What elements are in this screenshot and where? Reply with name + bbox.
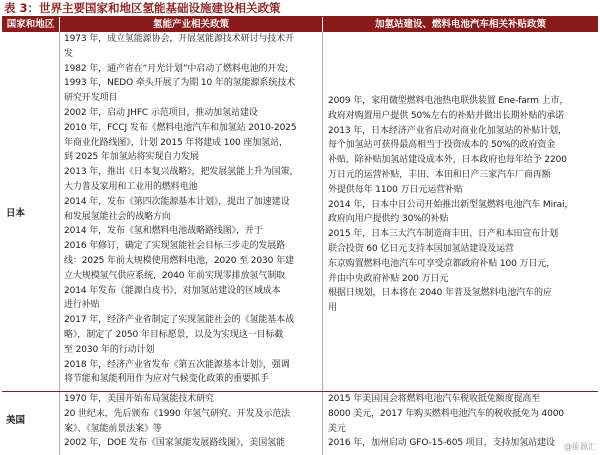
- table-title: 表 3：世界主要国家和地区氢能基础设施建设相关政策: [4, 1, 281, 15]
- text-line: 用: [328, 303, 337, 314]
- row-divider: [2, 391, 598, 392]
- text-line: 年商业化路线图》，计划 2015 年将建成 100 座加氢站，: [64, 137, 288, 148]
- text-line: 1993 年，NEDO 牵头开展了为期 10 年的氢能源系统技术: [64, 78, 296, 89]
- text-line: 2018 年，经济产业省发布《第五次能源基本计划》，强调: [64, 359, 290, 370]
- country-usa: 美国: [6, 415, 26, 426]
- country-japan: 日本: [6, 208, 26, 219]
- text-line: 研究开发项目: [64, 93, 118, 104]
- text-line: 2016 年，加州启动 GFO-15-605 项目，支持加氢站建设: [328, 438, 555, 449]
- header-country: 国家和地区: [2, 17, 59, 32]
- text-line: 8000 美元，2017 年购买燃料电池汽车的税收抵免为 4000: [328, 408, 564, 419]
- text-line: 和发展氢能社会的战略方向: [64, 211, 171, 222]
- watermark: @能源汇: [564, 442, 596, 451]
- text-line: 案》、《氢能前景法案》等: [64, 423, 162, 434]
- text-line: 东京购置燃料电池汽车可享受京都政府补贴 100 万日元，: [328, 258, 556, 269]
- text-line: 每个加氢站可获得最高相当于投资成本的 50%的政府资金: [328, 140, 556, 151]
- text-line: 万日元的运营补贴，丰田、本田和日产三家汽车厂商再额: [328, 170, 551, 180]
- text-line: 2014 年，发布《氢和燃料电池战略路线图》，并于: [64, 226, 263, 237]
- text-line: 20 世纪末，先后颁布《1990 年氢气研究、开发及示范法: [64, 408, 291, 419]
- header-subsidy-policy: 加氢站建设、燃料电池汽车相关补贴政策: [323, 17, 598, 32]
- text-line: 2009 年，家用微型燃料电池热电联供装置 Ene-farm 上市，: [328, 96, 569, 106]
- text-line: 2010 年，FCCJ 发布《燃料电池汽车和加氢站 2010-2025: [64, 122, 297, 133]
- text-line: 大力普及家用和工业用的燃料电池: [64, 182, 198, 192]
- text-line: 立大规模氢气供应系统，2040 年前实现零排放氢气制取: [64, 270, 286, 281]
- text-line: 1973 年，成立氢能源协会，开展氢能源技术研讨与技术开: [64, 34, 294, 44]
- text-line: 并由中央政府补贴 200 万日元: [328, 273, 449, 284]
- text-line: 美元: [328, 423, 346, 434]
- text-line: 2015 年，日本三大汽车制造商丰田、日产和本田宣布计划: [328, 229, 558, 240]
- text-line: 根据日规划，日本将在 2040 年普及氢燃料电池汽车的应: [328, 288, 552, 299]
- text-line: 联合投资 60 亿日元支持本国加氢站建设及运营: [328, 244, 514, 254]
- text-line: 政府对购置用户提供 50%左右的补贴并做出长期补贴的承诺: [328, 110, 565, 121]
- text-line: 2014 年发布《能源白皮书》，对加氢站建设的区域成本: [64, 285, 281, 296]
- text-line: 外提供每年 1100 万日元运营补贴: [328, 184, 463, 195]
- header-industry-policy: 氢能产业相关政策: [60, 17, 322, 32]
- text-line: 2014 年，日本中日公司开始推出新型氢燃料电池汽车 Mirai，: [328, 199, 574, 210]
- policy-table: [2, 16, 598, 455]
- text-line: 1970 年，美国开始布局氢能技术研究: [64, 394, 214, 404]
- text-line: 2013 年，推出《日本复兴战略》，把发展氢能上升为国策，: [64, 167, 299, 178]
- text-line: 至 2030 年的行动计划: [64, 344, 155, 355]
- text-line: 政府向用户提供约 30%的补贴: [328, 214, 449, 225]
- text-line: 补贴，除补贴加氢站建设成本外，日本政府也每年给予 2200: [328, 155, 567, 166]
- text-line: 2013 年，日本经济产业省启动对商业化加氢站的补贴计划，: [328, 125, 567, 136]
- text-line: 发: [64, 48, 73, 59]
- text-line: 将节能和氢能利用作为应对气候变化政策的重要抓手: [64, 374, 269, 385]
- text-line: 进行补贴: [64, 300, 100, 311]
- text-line: 2016 年修订，确定了实现氢能社会目标三步走的发展路: [64, 241, 286, 252]
- text-line: 略》，制定了 2050 年目标愿景，以及为实现这一目标截: [64, 330, 284, 340]
- text-line: 2014 年，发布《第四次能源基本计划》，提出了加速建设: [64, 196, 290, 207]
- text-line: 到 2025 年加氢站将实现自力发展: [64, 152, 199, 163]
- text-line: 线：2025 年前大规模使用燃料电池，2020 至 2030 年建: [64, 256, 294, 266]
- text-line: 2015 年美国国会将燃料电池汽车税收抵免额度提高至: [328, 394, 541, 404]
- text-line: 1982 年，通产省在“月光计划”中启动了燃料电池的开发;: [64, 63, 289, 74]
- text-line: 2017 年，经济产业省制定了实现氢能社会的《氢能基本战: [64, 315, 294, 326]
- text-line: 2002 年，DOE 发布《国家氢能发展路线图》，美国氢能: [64, 438, 285, 449]
- text-line: 2002 年，启动 JHFC 示范项目，推动加氢站建设: [64, 108, 258, 118]
